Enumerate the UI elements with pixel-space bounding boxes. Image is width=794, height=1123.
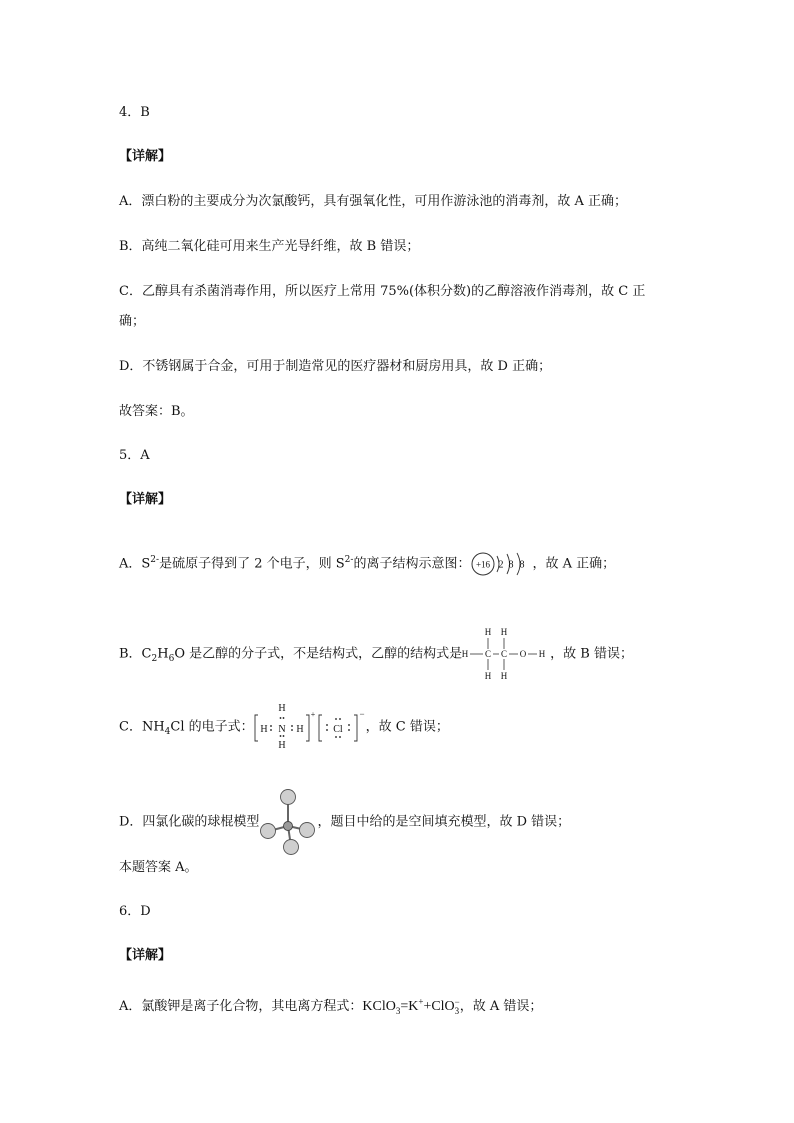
- superscript: +: [418, 996, 424, 1007]
- atom-cl: Cl: [332, 724, 343, 735]
- subscript: 6: [168, 654, 175, 665]
- text: ，故 A 正确；: [532, 556, 616, 572]
- text: ，题目中给的是空间填充模型，故 D 错误；: [317, 814, 571, 830]
- text: ，故 B 错误；: [550, 646, 633, 662]
- q4-answer: 4．B: [119, 105, 150, 120]
- atom-h: H: [278, 703, 286, 714]
- text: A．S: [119, 556, 151, 572]
- q6-answer: 6．D: [119, 904, 151, 919]
- text: =K: [400, 999, 419, 1015]
- superscript: −: [454, 997, 460, 1007]
- atom-h: H: [538, 649, 546, 659]
- q4-option-a: A．漂白粉的主要成分为次氯酸钙，具有强氧化性，可用作游泳池的消毒剂，故 A 正确；: [119, 194, 628, 209]
- text: B．C: [119, 646, 152, 662]
- text: H: [157, 646, 169, 662]
- text: 的离子结构示意图：: [353, 556, 471, 572]
- q5-option-a: [119, 550, 615, 578]
- superscript: 2-: [150, 555, 160, 566]
- q4-heading: 【详解】: [119, 149, 172, 164]
- q5-option-d: [119, 788, 570, 856]
- text: 是硫原子得到了 2 个电子，则 S: [159, 556, 345, 572]
- text: ，故 C 错误；: [365, 719, 449, 735]
- subscript: 4: [164, 727, 171, 738]
- q5-option-c: [119, 702, 449, 752]
- atom-h: H: [484, 627, 492, 637]
- text: O 是乙醇的分子式，不是结构式，乙醇的结构式是: [174, 646, 463, 662]
- text: ，故 A 错误；: [459, 999, 543, 1015]
- text: C．NH: [119, 719, 165, 735]
- atom-h: H: [500, 627, 508, 637]
- ionization-equation: [362, 996, 460, 1017]
- superscript: 2-: [344, 555, 354, 566]
- ion-shell-1: 2: [498, 559, 504, 571]
- ammonium-chloride-electron-formula: [254, 702, 366, 752]
- ethanol-structural-formula: [462, 626, 550, 682]
- chloride-charge: −: [359, 709, 365, 719]
- atom-h: H: [484, 671, 492, 681]
- subscript: 3: [454, 1006, 460, 1016]
- carbon-tetrachloride-ball-and-stick-model: [259, 788, 317, 856]
- q4-option-b: B．高纯二氧化硅可用来生产光导纤维，故 B 错误；: [119, 239, 420, 254]
- atom-h: H: [462, 649, 469, 659]
- atom-c: C: [485, 649, 492, 659]
- q4-option-d: D．不锈钢属于合金，可用于制造常见的医疗器材和厨房用具，故 D 正确；: [119, 359, 552, 374]
- text: Cl 的电子式：: [170, 719, 254, 735]
- q4-conclusion: 故答案：B。: [119, 404, 194, 419]
- sulfide-ion-structure-diagram: [470, 550, 532, 578]
- atom-o: O: [519, 649, 527, 659]
- atom-n: N: [278, 724, 286, 735]
- ion-nucleus: +16: [476, 559, 491, 570]
- atom-h: H: [260, 724, 268, 735]
- text: KClO: [362, 999, 396, 1015]
- text: +ClO: [423, 999, 455, 1015]
- q6-option-a: [119, 998, 542, 1016]
- text: D．四氯化碳的球棍模型: [119, 814, 260, 830]
- q5-answer: 5．A: [119, 448, 150, 463]
- ammonium-charge: +: [310, 710, 315, 719]
- q5-option-b: [119, 626, 633, 682]
- q4-option-c-line2: 确；: [119, 314, 146, 329]
- q6-heading: 【详解】: [119, 948, 172, 963]
- ion-shell-3: 8: [519, 559, 525, 571]
- subscript: 3: [395, 1006, 401, 1017]
- text: A．氯酸钾是离子化合物，其电离方程式：: [119, 999, 363, 1015]
- subscript: 2: [151, 654, 158, 665]
- ion-shell-2: 8: [508, 559, 514, 571]
- atom-h: H: [296, 724, 304, 735]
- q5-conclusion: 本题答案 A。: [119, 860, 198, 875]
- atom-h: H: [500, 671, 508, 681]
- atom-h: H: [278, 740, 286, 751]
- q5-heading: 【详解】: [119, 492, 172, 507]
- atom-c: C: [501, 649, 508, 659]
- q4-option-c-line1: C．乙醇具有杀菌消毒作用，所以医疗上常用 75%(体积分数)的乙醇溶液作消毒剂，故 C 正: [119, 284, 646, 299]
